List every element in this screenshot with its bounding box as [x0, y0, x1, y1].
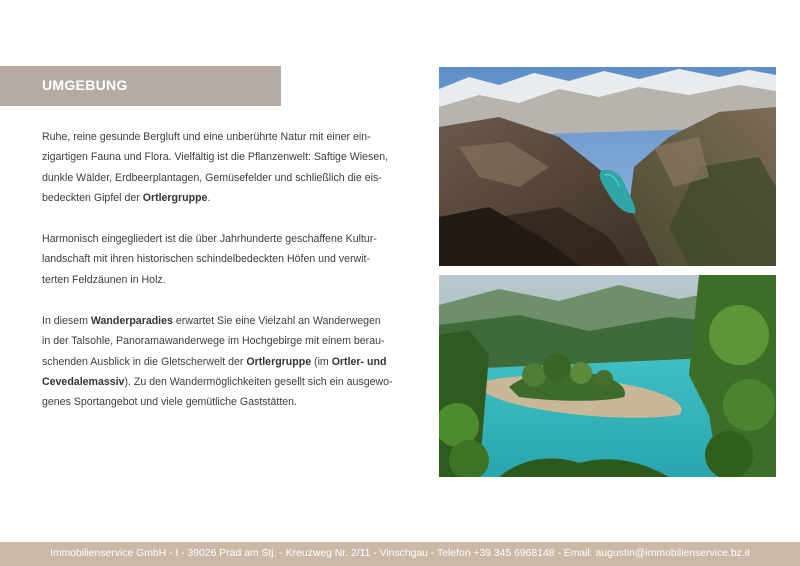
paragraph-2: Harmonisch eingegliedert ist die über Jahrhunderte geschaffene Kultur- landschaft mit ihren historischen schindelbedeckten Höfen und verwit- terten Feldzäunen in Holz. [42, 233, 377, 286]
section-heading-bar [0, 66, 281, 106]
footer-contact-bar [0, 542, 800, 566]
paragraph-3: In diesem Wanderparadies erwartet Sie eine Vielzahl an Wanderwegen in der Talsohle, Panoramawanderwege im Hochgebirge mit einem berau- schenden Ausblick in die Gletscherwelt der Ortlergruppe (im Ortler- und Cevedalemassiv). Zu den Wandermöglichkeiten gesellt sich ein ausgewo- genes Sportangebot und viele gemütliche Gaststätten. [42, 315, 393, 409]
photo-mountain-valley [439, 67, 776, 266]
paragraph-1: Ruhe, reine gesunde Bergluft und eine unberührte Natur mit einer ein- zigartigen Fauna und Flora. Vielfältig ist die Pflanzenwelt: Saftige Wiesen, dunkle Wälder, Erdbeerplantagen, Gemüsefelder und schließlich die eis- bedeckten Gipfel der Ortlergruppe. [42, 131, 389, 204]
highlight-ortler: Ortler- und [331, 355, 387, 368]
highlight-wanderparadies: Wanderparadies [90, 315, 173, 328]
photo-turquoise-lake [439, 275, 776, 477]
highlight-ortlergruppe: Ortlergruppe [246, 355, 312, 368]
highlight-cevedalemassiv: Cevedalemassiv [42, 375, 125, 388]
section-title: UMGEBUNG [42, 77, 128, 93]
body-text [42, 127, 404, 434]
highlight-ortlergruppe: Ortlergruppe [142, 191, 208, 204]
footer-contact-text: Immobilienservice GmbH - I - 39026 Prad am Stj. - Kreuzweg Nr. 2/11 - Vinschgau - Telefon +39 345 6968148 - Email: augustin@immobilienservice.bz.it [50, 548, 750, 559]
